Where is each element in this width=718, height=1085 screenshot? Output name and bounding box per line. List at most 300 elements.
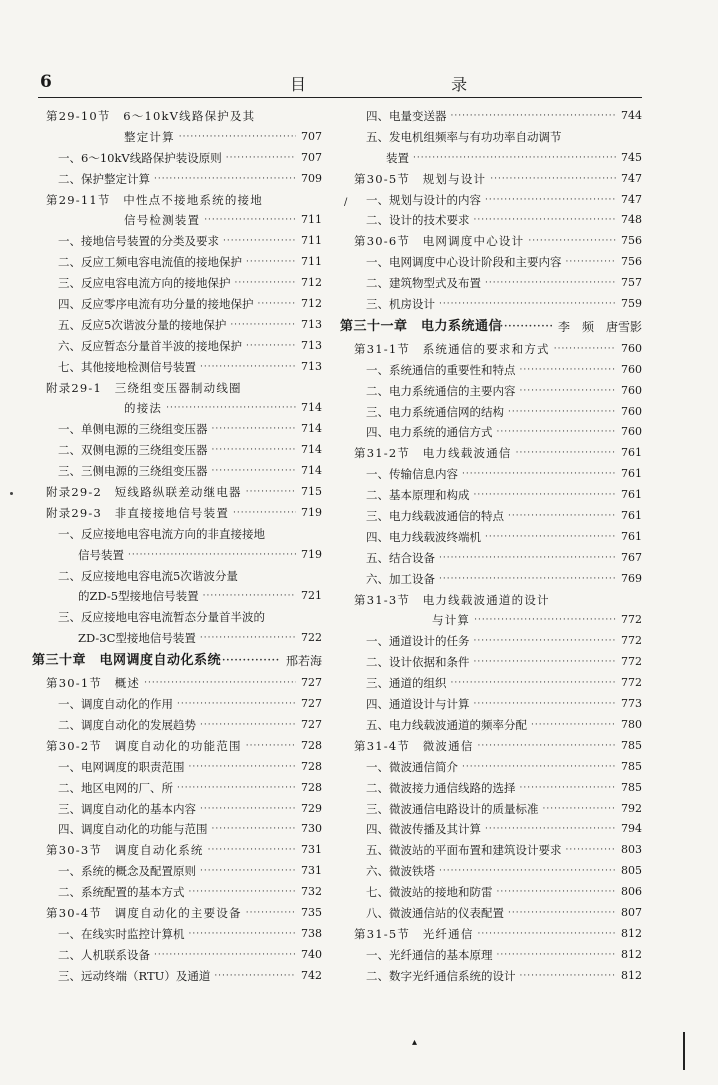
dot-leader [230,315,296,336]
dot-leader [473,631,616,652]
toc-entry-title: 四、电量变送器 [366,109,447,123]
toc-chapter [340,315,642,339]
toc-page-number: 785 [621,738,642,752]
toc-page-number: 728 [301,738,322,752]
dot-leader [450,106,616,127]
dot-leader [218,649,280,673]
toc-entry-title: 第30-3节 调度自动化系统 [46,843,204,858]
header-rule [38,97,642,98]
dot-leader [200,715,296,736]
toc-entry [32,273,322,294]
toc-entry-title: 二、反应接地电容电流5次谐波分量 [58,568,238,583]
dot-leader [144,673,296,694]
toc-entry-title: 整定计算 [124,129,175,144]
toc-page-number: 730 [301,822,322,836]
toc-entry-title: 五、电力线载波通道的频率分配 [366,717,527,732]
toc-page-number: 806 [621,885,642,899]
dot-leader [450,673,616,694]
toc-entry-title: 七、其他接地检测信号装置 [58,359,196,374]
toc-entry [32,148,322,169]
toc-entry [32,252,322,273]
toc-entry [32,757,322,778]
toc-entry [340,548,642,569]
toc-entry-title: 的ZD-5型接地信号装置 [78,589,199,604]
toc-section [32,736,322,757]
toc-page-number: 732 [301,885,322,899]
toc-entry [340,360,642,381]
toc-entry [340,485,642,506]
toc-entry-title: 附录29-2 短线路纵联差动继电器 [46,485,242,500]
toc-entry-title: 第三十章 电网调度自动化系统 [32,653,222,669]
dot-leader [485,527,616,548]
margin-dot-mark [10,492,13,495]
toc-entry [340,966,642,987]
dot-leader [496,882,616,903]
toc-page-number: 727 [301,676,322,690]
toc-entry-title: 一、电网调度的职责范围 [58,759,185,774]
dot-leader [246,336,296,357]
toc-page-number: 713 [301,317,322,331]
toc-section [32,378,322,399]
toc-entry [340,840,642,861]
toc-entry-title: 的接法 [124,401,163,416]
toc-page-number: 761 [621,529,642,543]
toc-entry [340,148,642,169]
toc-entry-title: 第30-6节 电网调度中心设计 [354,234,525,249]
dot-leader [496,945,616,966]
dot-leader [462,757,616,778]
toc-entry-title: 信号装置 [78,547,124,562]
toc-page-number: 803 [621,843,642,857]
toc-page-number: 805 [621,864,642,878]
dot-leader [500,315,552,339]
toc-entry-title: 五、发电机组频率与有功功率自动调节 [366,129,562,144]
toc-page-number: 744 [621,109,642,122]
toc-entry [32,524,322,545]
toc-entry-title: 附录29-1 三绕组变压器制动线圈 [46,380,242,395]
toc-entry-title: 二、建筑物型式及布置 [366,276,481,291]
dot-leader [565,252,616,273]
toc-page-number: 711 [301,234,322,248]
toc-page-number: 748 [621,213,642,227]
toc-entry [32,315,322,336]
toc-entry-title: 第31-2节 电力线载波通信 [354,446,512,461]
toc-entry-title: 一、系统通信的重要性和特点 [366,362,516,377]
toc-page-number: 794 [621,822,642,836]
toc-entry [32,607,322,628]
toc-entry-title: 第29-10节 6～10kV线路保护及其 [46,109,256,123]
toc-entry-title: 五、结合设备 [366,550,435,565]
dot-leader [234,273,296,294]
toc-entry-title: 二、数字光纤通信系统的设计 [366,968,516,983]
toc-entry [340,569,642,590]
dot-leader [203,586,296,607]
toc-page-number: 812 [621,947,642,961]
toc-entry [340,861,642,882]
toc-entry [32,778,322,799]
toc-page-number: 740 [301,947,322,961]
toc-entry [32,861,322,882]
dot-leader [211,461,296,482]
toc-entry-title: 第三十一章 电力系统通信 [340,318,503,334]
toc-entry-title: 三、调度自动化的基本内容 [58,801,196,816]
dot-leader [516,443,616,464]
toc-entry [340,210,642,231]
page-number: 6 [40,72,52,92]
toc-entry-title: 一、电网调度中心设计阶段和主要内容 [366,255,562,270]
toc-page-number: 807 [621,905,642,919]
toc-entry-title: 六、加工设备 [366,571,435,586]
dot-leader [490,169,616,190]
toc-page-number: 728 [301,780,322,794]
dot-leader [226,148,296,169]
toc-entry [340,294,642,315]
toc-entry-title: 信号检测装置 [124,213,201,228]
toc-page-number: 756 [621,234,642,248]
toc-entry [340,252,642,273]
toc-entry [32,819,322,840]
toc-page-number: 714 [301,464,322,478]
toc-entry-title: 二、双侧电源的三绕组变压器 [58,443,208,458]
toc-right-column [340,106,642,987]
dot-leader [200,357,296,378]
dot-leader [200,861,296,882]
toc-entry-title: 三、反应接地电容电流暂态分量首半波的 [58,610,265,625]
toc-section [32,106,322,127]
dot-leader [246,252,296,273]
toc-page-number: 780 [621,717,642,731]
dot-leader [200,799,296,820]
dot-leader [542,799,616,820]
dot-leader [166,398,296,419]
toc-entry-title: 六、微波铁塔 [366,864,435,879]
toc-entry [340,127,642,148]
toc-page-number: 756 [621,255,642,269]
dot-leader [519,360,616,381]
toc-page-number: 812 [621,926,642,940]
dot-leader [508,903,616,924]
toc-entry [340,631,642,652]
margin-tick-mark: / [344,197,348,208]
toc-page-number: 712 [301,297,322,311]
toc-entry [32,440,322,461]
toc-page-number: 712 [301,276,322,290]
toc-section [340,924,642,945]
dot-leader [246,903,296,924]
toc-entry [340,778,642,799]
dot-leader [177,694,296,715]
toc-entry-title: 一、系统的概念及配置原则 [58,864,196,879]
toc-entry [340,273,642,294]
dot-leader [246,482,296,503]
toc-entry [340,903,642,924]
toc-entry-title: 一、光纤通信的基本原理 [366,947,493,962]
toc-entry-title: 五、微波站的平面布置和建筑设计要求 [366,843,562,858]
toc-entry-title: 一、单侧电源的三绕组变压器 [58,422,208,437]
toc-page-number: 767 [621,550,642,564]
toc-entry-title: 一、微波通信简介 [366,759,458,774]
toc-page-number: 721 [301,589,322,603]
toc-entry [340,673,642,694]
toc-entry [32,210,322,231]
toc-entry [340,882,642,903]
dot-leader [485,273,616,294]
toc-page-number: 761 [621,446,642,460]
dot-leader [246,736,296,757]
toc-chapter [32,649,322,673]
toc-entry-title: 一、接地信号装置的分类及要求 [58,234,219,249]
toc-entry-title: 二、反应工频电容电流值的接地保护 [58,255,242,270]
toc-page-number: 757 [621,276,642,290]
toc-left-column [32,106,322,987]
dot-leader [519,966,616,987]
toc-entry [32,336,322,357]
toc-entry-title: 第30-2节 调度自动化的功能范围 [46,738,242,753]
toc-entry [32,545,322,566]
toc-entry-title: 一、传输信息内容 [366,467,458,482]
toc-entry-title: 二、保护整定计算 [58,171,150,186]
toc-page-number: 709 [301,171,322,185]
toc-entry-title: 附录29-3 非直接接地信号装置 [46,505,230,520]
dot-leader [211,819,296,840]
toc-entry [32,566,322,587]
toc-entry-title: 三、电力系统通信网的结构 [366,404,504,419]
toc-entry [32,419,322,440]
toc-entry [340,402,642,423]
dot-leader [177,778,296,799]
toc-entry-title: 四、微波传播及其计算 [366,822,481,837]
dot-leader [223,231,296,252]
toc-entry-title: 五、反应5次谐波分量的接地保护 [58,317,227,332]
toc-entry [340,757,642,778]
dot-leader [200,628,296,649]
dot-leader [214,966,296,987]
toc-section [340,443,642,464]
toc-page-number: 728 [301,759,322,773]
toc-entry-title: ZD-3C型接地信号装置 [78,631,196,646]
toc-entry [340,527,642,548]
toc-section [340,231,642,252]
toc-entry [340,715,642,736]
toc-entry-title: 三、三侧电源的三绕组变压器 [58,464,208,479]
toc-entry [32,694,322,715]
toc-page-number: 760 [621,383,642,397]
toc-entry [32,628,322,649]
toc-page-number: 719 [301,505,322,519]
toc-entry [32,966,322,987]
toc-entry-title: 三、通道的组织 [366,676,447,691]
toc-page-number: 761 [621,488,642,502]
chapter-author: 李 频 唐雪影 [557,319,642,334]
toc-page-number: 707 [301,129,322,143]
toc-entry-title: 二、地区电网的厂、所 [58,780,173,795]
toc-entry [340,106,642,127]
toc-entry-title: 与计算 [432,613,471,628]
toc-entry [340,190,642,211]
toc-entry [32,231,322,252]
toc-entry-title: 二、人机联系设备 [58,947,150,962]
toc-section [32,503,322,524]
toc-entry [32,924,322,945]
toc-entry-title: 二、调度自动化的发展趋势 [58,717,196,732]
toc-entry [340,652,642,673]
toc-entry-title: 一、规划与设计的内容 [366,192,481,207]
toc-page-number: 769 [621,571,642,585]
dot-leader [478,736,616,757]
toc-entry-title: 一、6～10kV线路保护装设原则 [58,150,222,165]
dot-leader [485,190,616,211]
toc-section [340,169,642,190]
toc-entry-title: 第30-5节 规划与设计 [354,171,487,186]
dot-leader [204,210,296,231]
toc-section [32,673,322,694]
toc-entry [32,461,322,482]
dot-leader [413,148,616,169]
dot-leader [462,464,616,485]
toc-page-number: 727 [301,697,322,711]
dot-leader [473,694,616,715]
toc-entry-title: 二、电力系统通信的主要内容 [366,383,516,398]
toc-entry [340,422,642,443]
toc-section [340,590,642,611]
toc-page-number: 715 [301,485,322,499]
dot-leader [508,506,616,527]
toc-entry-title: 四、电力线载波终端机 [366,529,481,544]
toc-entry-title: 一、反应接地电容电流方向的非直接接地 [58,526,265,541]
dot-leader [496,422,616,443]
page-header [0,72,718,96]
toc-page-number: 727 [301,717,322,731]
toc-section [32,482,322,503]
toc-page-number: 785 [621,759,642,773]
dot-leader [531,715,616,736]
dot-leader [154,945,296,966]
toc-page-number: 722 [301,631,322,645]
toc-entry-title: 八、微波通信站的仪表配置 [366,905,504,920]
page-title: 目 录 [290,75,538,94]
dot-leader [188,882,296,903]
dot-leader [519,778,616,799]
dot-leader [439,548,616,569]
toc-page-number: 713 [301,338,322,352]
toc-page-number: 745 [621,150,642,164]
toc-page-number: 772 [621,676,642,690]
toc-page-number: 747 [621,192,642,206]
toc-page-number: 714 [301,422,322,436]
toc-entry-title: 三、电力线载波通信的特点 [366,509,504,524]
toc-entry [32,882,322,903]
toc-page-number: 772 [621,613,642,627]
toc-entry-title: 一、在线实时监控计算机 [58,926,185,941]
page-edge-mark [683,1032,685,1070]
dot-leader [473,210,616,231]
toc-page-number: 772 [621,655,642,669]
toc-page-number: 735 [301,905,322,919]
dot-leader [474,610,616,631]
toc-entry [340,799,642,820]
toc-page-number: 792 [621,801,642,815]
toc-page-number: 761 [621,509,642,523]
toc-entry [340,945,642,966]
dot-leader [473,652,616,673]
toc-entry [340,694,642,715]
toc-page-number: 747 [621,171,642,185]
toc-entry [32,294,322,315]
toc-entry-title: 装置 [386,150,409,165]
dot-leader [188,757,296,778]
toc-section [32,903,322,924]
toc-entry-title: 第31-3节 电力线载波通道的设计 [354,592,550,607]
toc-page-number: 729 [301,801,322,815]
toc-entry-title: 七、微波站的接地和防雷 [366,885,493,900]
toc-entry-title: 三、微波通信电路设计的质量标准 [366,801,539,816]
toc-entry-title: 二、微波接力通信线路的选择 [366,780,516,795]
toc-entry-title: 二、基本原理和构成 [366,488,470,503]
toc-page-number: 760 [621,425,642,439]
toc-entry [340,819,642,840]
toc-entry [32,715,322,736]
toc-page-number: 760 [621,362,642,376]
toc-entry-title: 第30-1节 概述 [46,676,141,691]
dot-leader [473,485,616,506]
toc-page-number: 760 [621,341,642,355]
dot-leader [439,294,616,315]
dot-leader [211,440,296,461]
dot-leader [128,545,296,566]
toc-entry-title: 第29-11节 中性点不接地系统的接地 [46,192,263,207]
toc-entry-title: 第31-1节 系统通信的要求和方式 [354,341,550,356]
dot-leader [554,339,616,360]
dot-leader [565,840,616,861]
toc-entry [32,127,322,148]
toc-entry-title: 四、电力系统的通信方式 [366,425,493,440]
toc-entry-title: 第30-4节 调度自动化的主要设备 [46,905,242,920]
dot-leader [528,231,616,252]
toc-page-number: 719 [301,547,322,561]
toc-entry [32,945,322,966]
dot-leader [257,294,296,315]
toc-page-number: 738 [301,926,322,940]
toc-page-number: 742 [301,968,322,982]
toc-entry-title: 二、设计的技术要求 [366,213,470,228]
toc-section [340,736,642,757]
toc-page-number: 713 [301,359,322,373]
toc-entry-title: 四、反应零序电流有功分量的接地保护 [58,297,254,312]
toc-page-number: 714 [301,401,322,415]
toc-entry-title: 四、调度自动化的功能与范围 [58,822,208,837]
toc-entry [32,586,322,607]
toc-entry [340,610,642,631]
toc-entry [32,357,322,378]
toc-entry [32,398,322,419]
toc-entry-title: 一、通道设计的任务 [366,634,470,649]
toc-entry-title: 六、反应暂态分量首半波的接地保护 [58,338,242,353]
chapter-author: 邢若海 [285,654,322,669]
toc-page-number: 760 [621,404,642,418]
dot-leader [179,127,296,148]
toc-entry-title: 三、远动终端（RTU）及通道 [58,968,211,983]
toc-page-number: 761 [621,467,642,481]
dot-leader [508,402,616,423]
toc-page-number: 711 [301,213,322,227]
toc-page-number: 785 [621,780,642,794]
toc-entry-title: 三、机房设计 [366,297,435,312]
toc-entry-title: 第31-5节 光纤通信 [354,926,474,941]
toc-entry-title: 一、调度自动化的作用 [58,697,173,712]
dot-leader [478,924,616,945]
dot-leader [211,419,296,440]
toc-entry [340,464,642,485]
